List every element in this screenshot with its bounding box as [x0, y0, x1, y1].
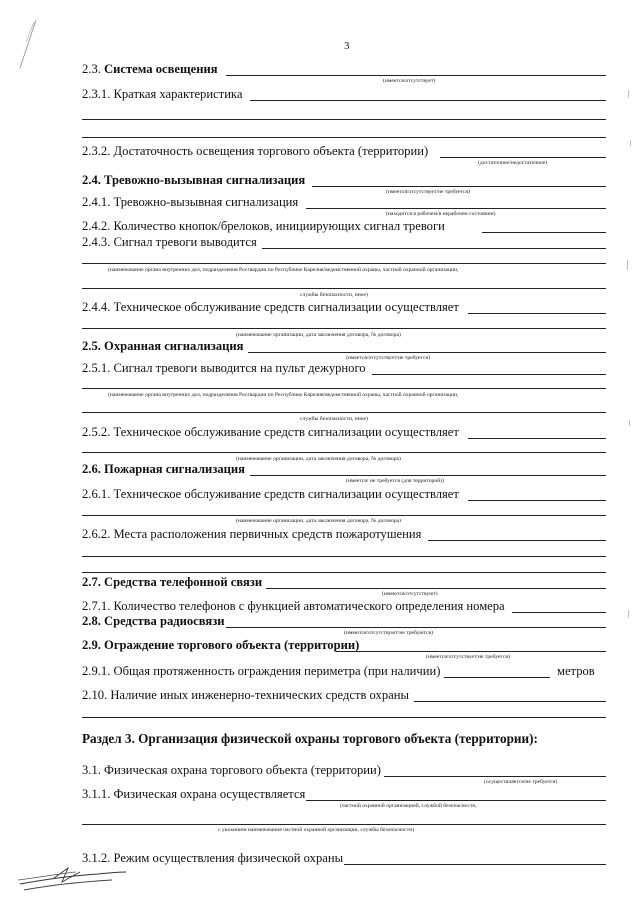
field-line-3-1-1[interactable]	[306, 800, 606, 801]
field-line-2-4-1[interactable]	[306, 208, 606, 209]
section-3-heading: Раздел 3. Организация физической охраны торгового объекта (территории):	[82, 731, 538, 746]
item-2-6: 2.6. Пожарная сигнализация	[82, 462, 245, 476]
field-line-2-6-2c[interactable]	[82, 572, 606, 573]
field-line-2-10[interactable]	[414, 701, 606, 702]
hint-2-6-1: (наименование организации, дата заключения договора, № договора)	[236, 518, 401, 524]
field-line-3-1-1b[interactable]	[82, 824, 606, 825]
field-line-2-6[interactable]	[250, 475, 606, 476]
item-2-9-1: 2.9.1. Общая протяженность ограждения периметра (при наличии)	[82, 664, 441, 678]
field-line-2-5-2[interactable]	[468, 438, 606, 439]
hint-2-8: (имеются/отсутствуют/не требуются)	[344, 630, 433, 636]
field-line-2-5-2b[interactable]	[82, 452, 606, 453]
signature-scribble	[16, 860, 128, 896]
item-2-5: 2.5. Охранная сигнализация	[82, 339, 244, 353]
item-2-4: 2.4. Тревожно-вызывная сигнализация	[82, 173, 306, 187]
field-line-2-9-1[interactable]	[444, 677, 550, 678]
item-2-4-1: 2.4.1. Тревожно-вызывная сигнализация	[82, 195, 299, 209]
item-2-3	[82, 62, 218, 76]
item-2-3-title: Система освещения	[104, 62, 218, 76]
hint-2-3-2: (достаточное/недостаточное)	[478, 160, 548, 166]
field-line-2-6-2[interactable]	[428, 540, 606, 541]
hint-2-3: (имеется/отсутствует)	[383, 78, 436, 84]
item-2-3-num: 2.3.	[82, 62, 105, 76]
hint-2-5-1b: службы безопасности, иное)	[300, 416, 368, 422]
hint-2-5: (имеется/отсутствует/не требуется)	[346, 355, 430, 361]
hint-2-9: (имеется/отсутствует/не требуется)	[426, 654, 510, 660]
field-line-2-5[interactable]	[248, 352, 606, 353]
field-line-2-9[interactable]	[336, 651, 606, 652]
item-2-8: 2.8. Средства радиосвязи	[82, 614, 225, 628]
hint-2-4-4: (наименование организации, дата заключения договора, № договора)	[236, 332, 401, 338]
field-line-2-6-1b[interactable]	[82, 515, 606, 516]
field-line-2-8[interactable]	[226, 627, 606, 628]
field-line-2-4-4b[interactable]	[82, 328, 606, 329]
hint-2-6: (имеется/ не требуется (для территорий))	[346, 478, 445, 484]
hint-2-5-1a: (наименование органа внутренних дел, подразделения Росгвардии по Республике Карелия/ведомственной охраны, частной охранной организации,	[108, 392, 459, 398]
hint-2-4-1: (находится в рабочем/в нерабочем состоянии)	[386, 211, 496, 217]
field-line-2-4-3b[interactable]	[82, 263, 606, 264]
field-line-2-3-1c[interactable]	[82, 137, 606, 138]
hint-2-4-3b: службы безопасности, иное)	[300, 292, 368, 298]
item-2-4-3: 2.4.3. Сигнал тревоги выводится	[82, 235, 257, 249]
field-line-2-4-3[interactable]	[262, 248, 606, 249]
item-3-1-2: 3.1.2. Режим осуществления физической охраны	[82, 851, 344, 865]
field-line-2-6-2b[interactable]	[82, 556, 606, 557]
field-line-2-3-1[interactable]	[250, 100, 606, 101]
field-line-2-4[interactable]	[312, 186, 606, 187]
hint-2-7: (имеются/отсутствуют)	[382, 591, 438, 597]
item-3-1: 3.1. Физическая охрана торгового объекта (территории)	[82, 763, 381, 777]
item-2-7: 2.7. Средства телефонной связи	[82, 575, 263, 589]
field-line-2-7[interactable]	[266, 588, 606, 589]
item-2-4-2: 2.4.2. Количество кнопок/брелоков, инициирующих сигнал тревоги	[82, 219, 445, 233]
item-2-7-1: 2.7.1. Количество телефонов с функцией автоматического определения номера	[82, 599, 505, 613]
field-line-2-3-2[interactable]	[440, 157, 606, 158]
item-2-6-1: 2.6.1. Техническое обслуживание средств сигнализации осуществляет	[82, 487, 459, 501]
item-3-1-1: 3.1.1. Физическая охрана осуществляется	[82, 787, 306, 801]
hint-3-1: (осуществляется/не требуется)	[484, 779, 558, 785]
item-2-3-1: 2.3.1. Краткая характеристика	[82, 87, 243, 101]
field-line-2-3[interactable]	[226, 75, 606, 76]
unit-meters: метров	[557, 664, 595, 678]
field-line-2-5-1c[interactable]	[82, 412, 606, 413]
field-line-2-5-1b[interactable]	[82, 388, 606, 389]
page-number: 3	[344, 40, 350, 52]
hint-2-4: (имеется/отсутствует/не требуется)	[386, 189, 470, 195]
field-line-2-3-1b[interactable]	[82, 119, 606, 120]
field-line-3-1-2[interactable]	[344, 864, 606, 865]
item-2-9: 2.9. Ограждение торгового объекта (территории)	[82, 638, 360, 652]
item-2-6-2: 2.6.2. Места расположения первичных средств пожаротушения	[82, 527, 422, 541]
field-line-2-10b[interactable]	[82, 717, 606, 718]
hint-3-1-1b: с указанием наименования частной охранной организации, службы безопасности)	[218, 827, 415, 833]
scan-mark	[14, 18, 40, 74]
field-line-3-1[interactable]	[384, 776, 606, 777]
field-line-2-4-3c[interactable]	[82, 288, 606, 289]
item-2-4-4: 2.4.4. Техническое обслуживание средств сигнализации осуществляет	[82, 300, 459, 314]
field-line-2-5-1[interactable]	[372, 374, 606, 375]
item-2-3-2: 2.3.2. Достаточность освещения торгового объекта (территории)	[82, 144, 429, 158]
field-line-2-4-4[interactable]	[468, 313, 606, 314]
field-line-2-7-1[interactable]	[512, 612, 606, 613]
field-line-2-6-1[interactable]	[468, 500, 606, 501]
item-2-5-2: 2.5.2. Техническое обслуживание средств сигнализации осуществляет	[82, 425, 459, 439]
hint-2-4-3a: (наименование органа внутренних дел, подразделения Росгвардии по Республике Карелия/ведомственной охраны, частной охранной организации,	[108, 267, 459, 273]
item-2-5-1: 2.5.1. Сигнал тревоги выводится на пульт дежурного	[82, 361, 366, 375]
item-2-10: 2.10. Наличие иных инженерно-технических средств охраны	[82, 688, 409, 702]
field-line-2-4-2[interactable]	[482, 232, 606, 233]
hint-3-1-1a: (частной охранной организацией, службой безопасности,	[340, 803, 477, 809]
hint-2-5-2: (наименование организации, дата заключения договора, № договора)	[236, 456, 401, 462]
